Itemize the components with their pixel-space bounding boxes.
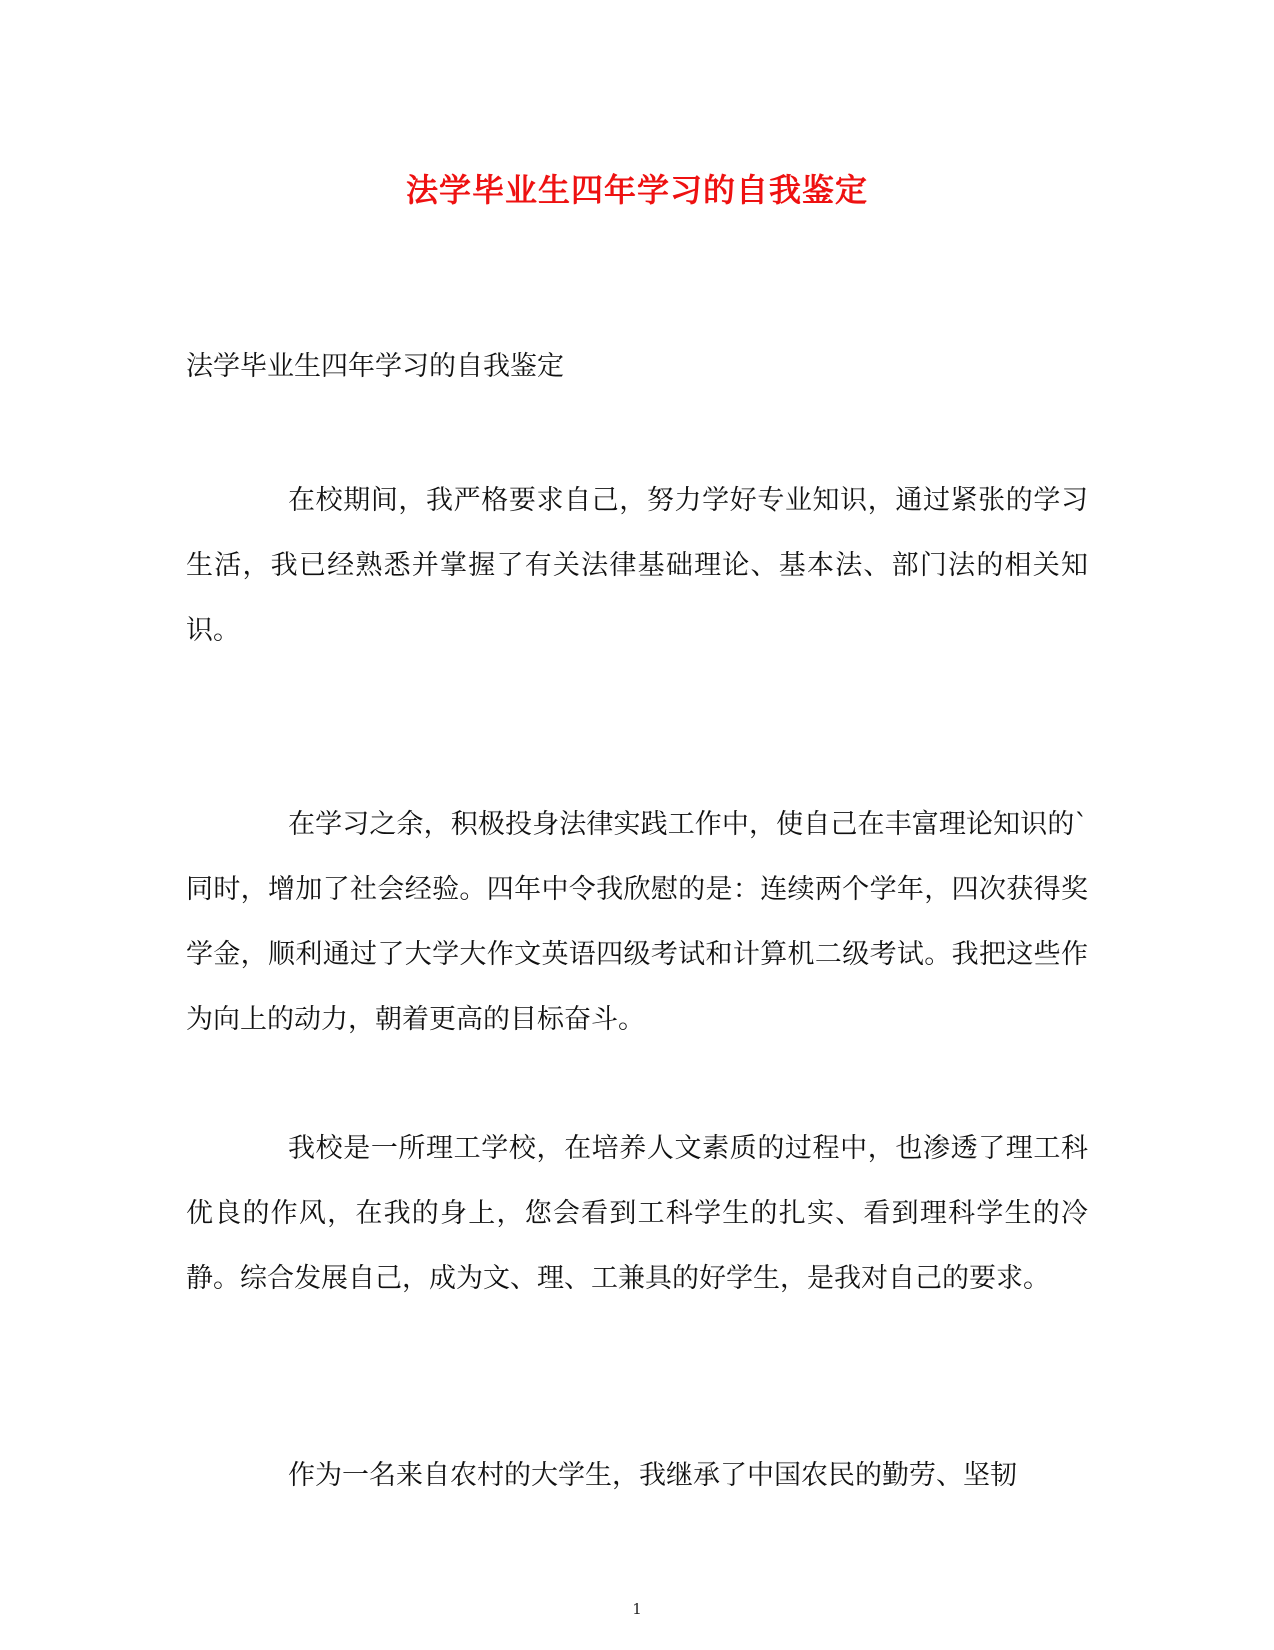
document-title: 法学毕业生四年学习的自我鉴定	[405, 171, 868, 209]
document-subtitle: 法学毕业生四年学习的自我鉴定	[186, 351, 564, 382]
paragraph-background: 作为一名来自农村的大学生，我继承了中国农民的勤劳、坚韧	[288, 1460, 1017, 1491]
page-number: 1	[632, 1600, 642, 1618]
paragraph-school: 我校是一所理工学校，在培养人文素质的过程中，也渗透了理工科优良的作风，在我的身上，您会看到工科学生的扎实、看到理科学生的冷静。综合发展自己，成为文、理、工兼具的好学生，是我对自己的要求。	[186, 1133, 1088, 1294]
paragraph-practice: 在学习之余，积极投身法律实践工作中，使自己在丰富理论知识的`同时，增加了社会经验。四年中令我欣慰的是：连续两个学年，四次获得奖学金，顺利通过了大学大作文英语四级考试和计算机二级考试。我把这些作为向上的动力，朝着更高的目标奋斗。	[186, 809, 1088, 1035]
paragraph-study: 在校期间，我严格要求自己，努力学好专业知识，通过紧张的学习生活，我已经熟悉并掌握了有关法律基础理论、基本法、部门法的相关知识。	[186, 485, 1088, 646]
